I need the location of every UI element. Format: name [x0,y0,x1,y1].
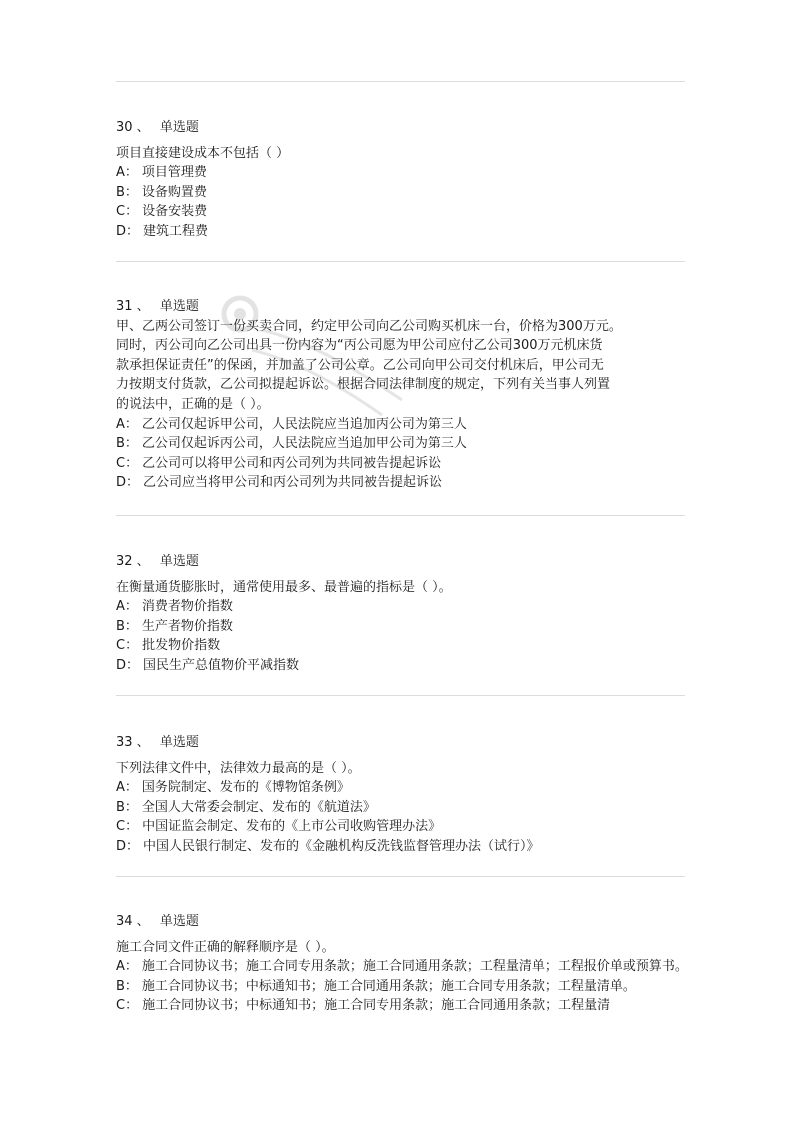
divider [116,515,685,516]
option-c[interactable] [116,454,688,474]
option-text: 乙公司可以将甲公司和丙公司列为共同被告提起诉讼 [142,455,442,471]
option-text: 乙公司应当将甲公司和丙公司列为共同被告提起诉讼 [143,475,443,491]
option-label: C： [116,204,139,220]
option-c[interactable] [116,996,688,1016]
question-header [116,297,688,317]
option-b[interactable] [116,798,688,818]
option-d[interactable] [116,222,688,242]
question-stem-line: 的说法中，正确的是（ ）。 [116,396,270,412]
option-label: C： [116,638,139,654]
question-stem: 在衡量通货膨胀时，通常使用最多、最普遍的指标是（ ）。 [116,579,452,595]
option-b[interactable] [116,434,688,454]
question-number: 32 、 [116,554,150,569]
option-text: 生产者物价指数 [141,618,233,634]
divider [116,876,685,877]
option-text: 乙公司仅起诉丙公司，人民法院应当追加甲公司为第三人 [141,436,467,452]
question-number: 33 、 [116,735,150,750]
question-header [116,118,688,138]
question-type: 单选题 [159,554,199,569]
option-label: A： [116,416,138,432]
question-31 [116,297,688,493]
option-label: A： [116,165,138,181]
option-text: 项目管理费 [141,165,207,181]
option-label: B： [116,184,138,200]
question-30 [116,118,688,242]
question-header [116,733,688,753]
option-text: 国务院制定、发布的《博物馆条例》 [141,780,350,796]
option-d[interactable] [116,656,688,676]
option-a[interactable] [116,957,688,977]
option-d[interactable] [116,837,688,857]
option-text: 中国人民银行制定、发布的《金融机构反洗钱监督管理办法（试行）》 [143,838,540,854]
question-stem: 下列法律文件中，法律效力最高的是（ ）。 [116,760,361,776]
option-label: C： [116,998,139,1014]
option-label: A： [116,959,138,975]
option-a[interactable] [116,597,688,617]
option-label: B： [116,978,138,994]
option-text: 乙公司仅起诉甲公司，人民法院应当追加丙公司为第三人 [141,416,467,432]
option-b[interactable] [116,617,688,637]
option-label: D： [116,657,140,673]
option-label: B： [116,618,138,634]
option-d[interactable] [116,473,688,493]
option-label: B： [116,799,138,815]
question-number: 31 、 [116,299,150,314]
option-label: C： [116,819,139,835]
question-stem-line: 款承担保证责任”的保函，并加盖了公司公章。乙公司向甲公司交付机床后，甲公司无 [116,357,604,373]
option-c[interactable] [116,817,688,837]
option-a[interactable] [116,415,688,435]
question-header [116,552,688,572]
question-33 [116,733,688,857]
question-type: 单选题 [159,299,199,314]
question-type: 单选题 [159,120,199,135]
option-label: B： [116,436,138,452]
question-stem-line: 同时，丙公司向乙公司出具一份内容为“丙公司愿为甲公司应付乙公司300万元机床货 [116,338,603,354]
question-number: 30 、 [116,120,150,135]
question-stem-line: 力按期支付货款，乙公司拟提起诉讼。根据合同法律制度的规定，下列有关当事人列置 [116,377,611,393]
option-text: 全国人大常委会制定、发布的《航道法》 [141,799,376,815]
question-header [116,912,688,932]
option-text: 消费者物价指数 [141,599,233,615]
option-text: 中国证监会制定、发布的《上市公司收购管理办法》 [142,819,442,835]
option-label: C： [116,455,139,471]
option-text: 设备安装费 [142,204,208,220]
option-text: 施工合同协议书；中标通知书；施工合同通用条款；施工合同专用条款；工程量清单。 [141,978,636,994]
option-b[interactable] [116,977,688,997]
option-text: 建筑工程费 [143,223,209,239]
divider [116,81,685,82]
question-number: 34 、 [116,914,150,929]
option-a[interactable] [116,778,688,798]
option-label: D： [116,838,140,854]
option-text: 设备购置费 [141,184,207,200]
question-stem-line: 甲、乙两公司签订一份买卖合同，约定甲公司向乙公司购买机床一台，价格为300万元。 [116,318,622,334]
option-text: 批发物价指数 [142,638,221,654]
option-c[interactable] [116,636,688,656]
option-a[interactable] [116,163,688,183]
divider [116,695,685,696]
option-text: 施工合同协议书；中标通知书；施工合同专用条款；施工合同通用条款；工程量清 [142,998,611,1014]
option-c[interactable] [116,202,688,222]
option-label: D： [116,475,140,491]
question-stem: 项目直接建设成本不包括（ ） [116,145,290,161]
option-label: A： [116,780,138,796]
option-text: 施工合同协议书；施工合同专用条款；施工合同通用条款；工程量清单；工程报价单或预算书。 [141,959,688,975]
question-stem: 施工合同文件正确的解释顺序是（ ）。 [116,939,335,955]
option-label: D： [116,223,140,239]
question-34 [116,912,688,1016]
question-type: 单选题 [159,735,199,750]
question-32 [116,552,688,676]
option-b[interactable] [116,183,688,203]
option-text: 国民生产总值物价平减指数 [143,657,300,673]
divider [116,261,685,262]
question-type: 单选题 [159,914,199,929]
option-label: A： [116,599,138,615]
